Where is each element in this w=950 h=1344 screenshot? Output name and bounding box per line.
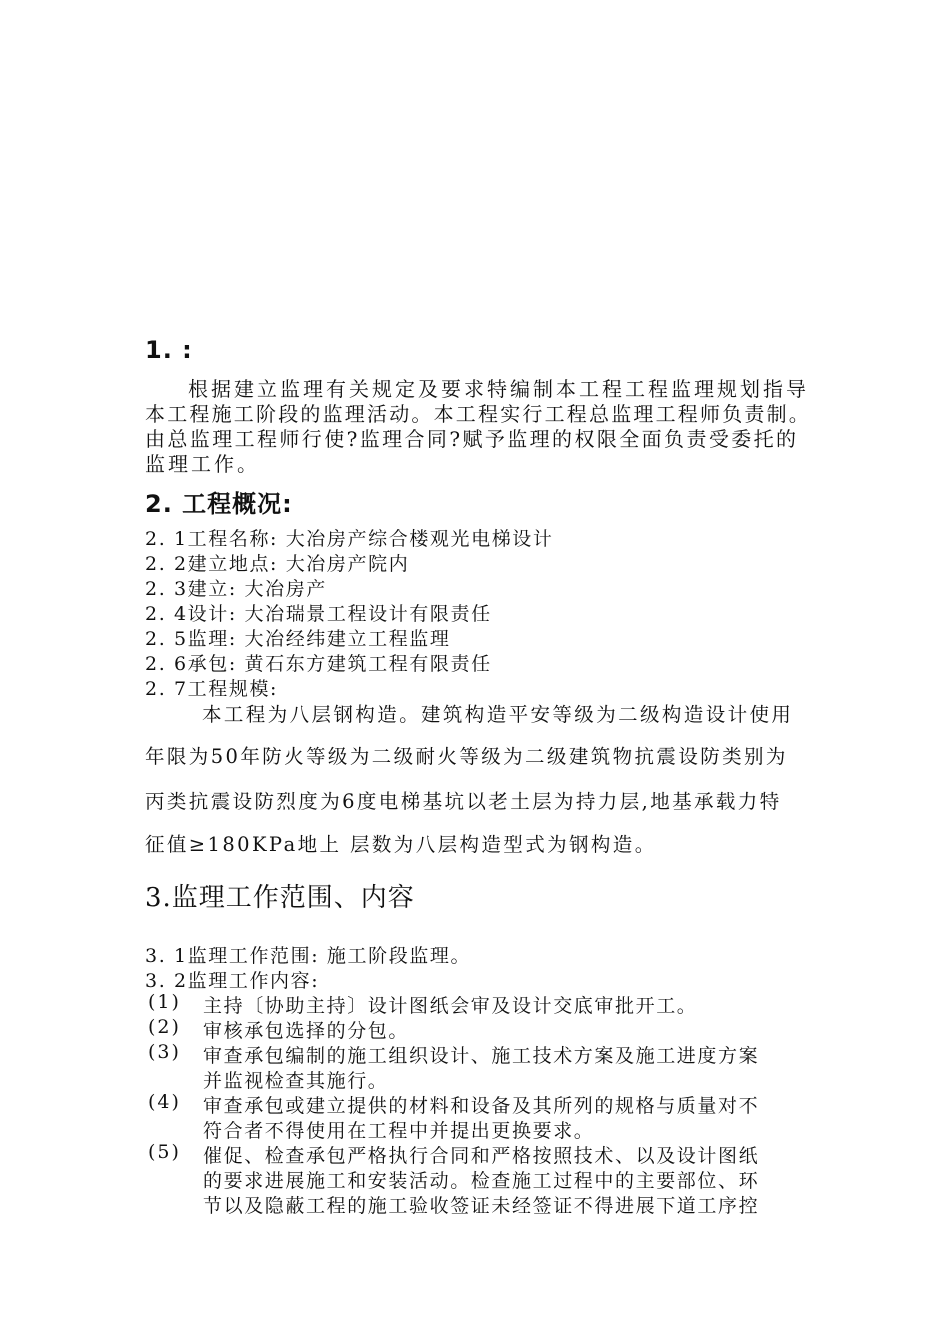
section-1-line-2: 本工程施工阶段的监理活动。本工程实行工程总监理工程师负责制。 — [145, 402, 811, 426]
list-item-4-marker: (4) — [148, 1091, 181, 1113]
scale-line-4: 征值≥180KPa地上 层数为八层构造型式为钢构造。 — [145, 833, 657, 856]
scale-line-2: 年限为50年防火等级为二级耐火等级为二级建筑物抗震设防类别为 — [145, 745, 788, 768]
section-1-line-4: 监理工作。 — [145, 452, 260, 476]
list-item-3-marker: (3) — [148, 1041, 181, 1063]
scope-item-1: 3. 1监理工作范围: 施工阶段监理。 — [145, 945, 472, 967]
section-1-heading: 1. : — [145, 336, 193, 364]
list-item-4-line-1: 审查承包或建立提供的材料和设备及其所列的规格与质量对不 — [203, 1095, 760, 1117]
section-2-heading: 2. 工程概况: — [145, 490, 293, 518]
list-item-5-line-2: 的要求进展施工和安装活动。检查施工过程中的主要部位、环 — [203, 1170, 760, 1192]
list-item-5-line-3: 节以及隐蔽工程的施工验收签证未经签证不得进展下道工序控 — [203, 1195, 760, 1217]
overview-item-3: 2. 3建立: 大冶房产 — [145, 578, 327, 600]
list-item-5-marker: (5) — [148, 1141, 181, 1163]
overview-item-2: 2. 2建立地点: 大冶房产院内 — [145, 553, 410, 575]
list-item-2-marker: (2) — [148, 1016, 181, 1038]
list-item-4-line-2: 符合者不得使用在工程中并提出更换要求。 — [203, 1120, 595, 1142]
list-item-1-marker: (1) — [148, 991, 181, 1013]
overview-item-5: 2. 5监理: 大冶经纬建立工程监理 — [145, 628, 451, 650]
list-item-3-line-1: 审查承包编制的施工组织设计、施工技术方案及施工进度方案 — [203, 1045, 760, 1067]
overview-item-6: 2. 6承包: 黄石东方建筑工程有限责任 — [145, 653, 492, 675]
list-item-3-line-2: 并监视检查其施行。 — [203, 1070, 389, 1092]
list-item-1-line-1: 主持〔协助主持〕设计图纸会审及设计交底审批开工。 — [203, 995, 698, 1017]
overview-item-7: 2. 7工程规模: — [145, 678, 279, 700]
section-1-line-1: 根据建立监理有关规定及要求特编制本工程工程监理规划指导 — [188, 377, 809, 401]
list-item-5-line-1: 催促、检查承包严格执行合同和严格按照技术、以及设计图纸 — [203, 1145, 760, 1167]
overview-item-4: 2. 4设计: 大冶瑞景工程设计有限责任 — [145, 603, 492, 625]
scale-line-3: 丙类抗震设防烈度为6度电梯基坑以老土层为持力层,地基承载力特 — [145, 790, 782, 813]
section-3-heading: 3.监理工作范围、内容 — [145, 883, 415, 913]
scale-line-1: 本工程为八层钢构造。建筑构造平安等级为二级构造设计使用 — [202, 703, 794, 726]
section-1-line-3: 由总监理工程师行使?监理合同?赋予监理的权限全面负责受委托的 — [145, 427, 799, 451]
list-item-2-line-1: 审核承包选择的分包。 — [203, 1020, 410, 1042]
overview-item-1: 2. 1工程名称: 大冶房产综合楼观光电梯设计 — [145, 528, 554, 550]
scope-item-2: 3. 2监理工作内容: — [145, 970, 320, 992]
